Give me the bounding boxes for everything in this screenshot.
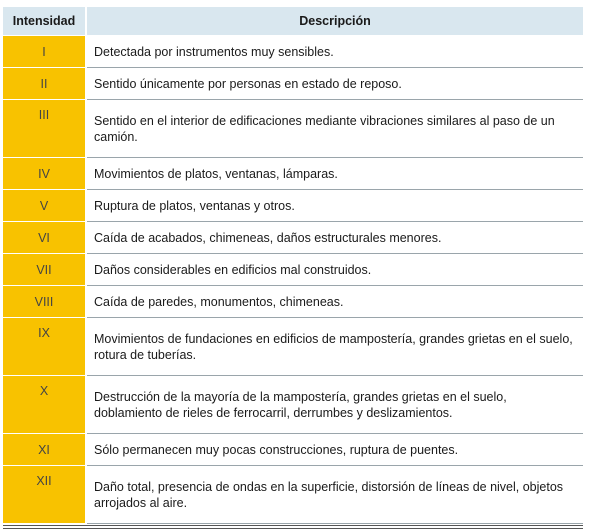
intensity-level: X [3, 376, 87, 434]
intensity-level: VII [3, 254, 87, 286]
table-row [3, 222, 583, 254]
table-bottom-rule [3, 525, 583, 526]
intensity-level: II [3, 68, 87, 100]
intensity-description: Daños considerables en edificios mal construidos. [87, 254, 583, 286]
intensity-scale-table [3, 7, 583, 524]
table-row [3, 68, 583, 100]
intensity-description: Caída de paredes, monumentos, chimeneas. [87, 286, 583, 318]
intensity-description: Movimientos de platos, ventanas, lámparas. [87, 158, 583, 190]
intensity-level: XI [3, 434, 87, 466]
intensity-description: Sólo permanecen muy pocas construcciones, ruptura de puentes. [87, 434, 583, 466]
intensity-description: Detectada por instrumentos muy sensibles. [87, 36, 583, 68]
intensity-level: XII [3, 466, 87, 524]
intensity-description: Daño total, presencia de ondas en la superficie, distorsión de líneas de nivel, objetos arrojados al aire. [87, 466, 583, 524]
table-row [3, 466, 583, 524]
header-intensity: Intensidad [3, 7, 87, 36]
intensity-level: V [3, 190, 87, 222]
intensity-level: VIII [3, 286, 87, 318]
intensity-description: Caída de acabados, chimeneas, daños estructurales menores. [87, 222, 583, 254]
table-row [3, 434, 583, 466]
intensity-level: IX [3, 318, 87, 376]
header-description: Descripción [87, 7, 583, 36]
intensity-level: IV [3, 158, 87, 190]
table-row [3, 376, 583, 434]
table-row [3, 36, 583, 68]
table-row [3, 190, 583, 222]
table-row [3, 286, 583, 318]
intensity-level: I [3, 36, 87, 68]
intensity-level: VI [3, 222, 87, 254]
table-header-row [3, 7, 583, 36]
intensity-description: Movimientos de fundaciones en edificios de mampostería, grandes grietas en el suelo, rotura de tuberías. [87, 318, 583, 376]
intensity-description: Sentido únicamente por personas en estado de reposo. [87, 68, 583, 100]
intensity-description: Destrucción de la mayoría de la mampostería, grandes grietas en el suelo, doblamiento de rieles de ferrocarril, derrumbes y deslizamientos. [87, 376, 583, 434]
intensity-table-container [3, 7, 583, 529]
intensity-description: Ruptura de platos, ventanas y otros. [87, 190, 583, 222]
intensity-description: Sentido en el interior de edificaciones mediante vibraciones similares al paso de un camión. [87, 100, 583, 158]
table-row [3, 254, 583, 286]
table-row [3, 100, 583, 158]
table-row [3, 318, 583, 376]
intensity-level: III [3, 100, 87, 158]
table-row [3, 158, 583, 190]
